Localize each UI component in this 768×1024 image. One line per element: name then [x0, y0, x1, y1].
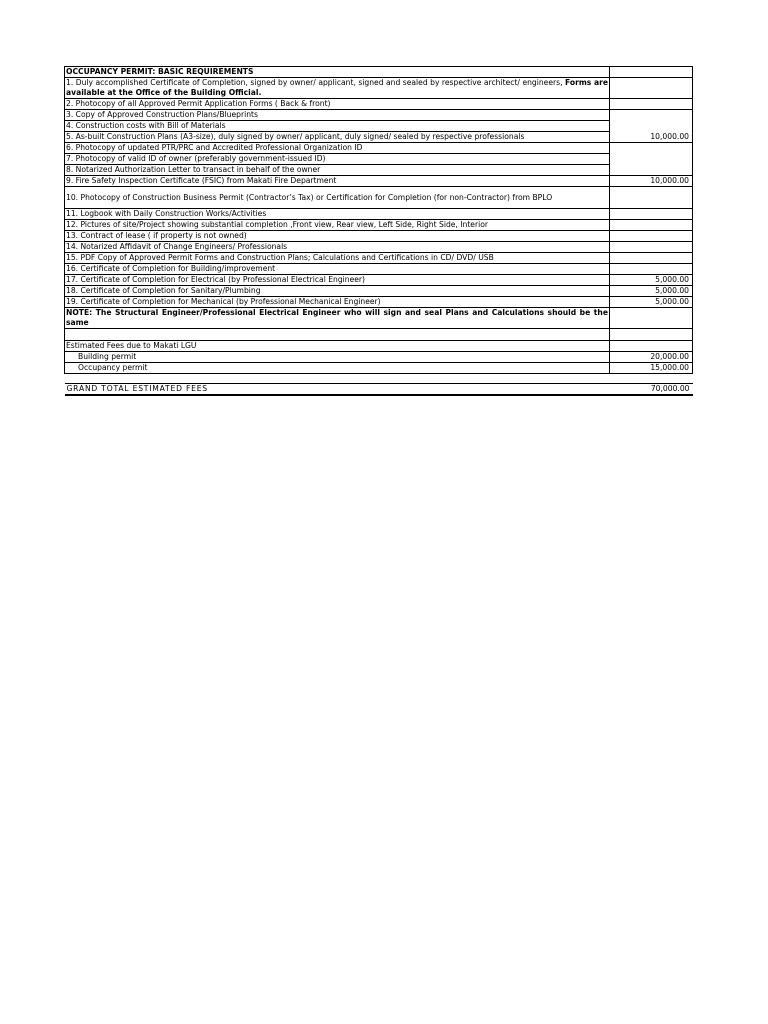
table-row [65, 132, 693, 143]
table-row [65, 352, 693, 363]
table-row [65, 176, 693, 187]
requirement-11: 11. Logbook with Daily Construction Works/Activities [65, 209, 610, 220]
amount-cell [610, 242, 693, 253]
grand-total-amount: 70,000.00 [610, 384, 693, 396]
occupancy-permit-amount: 15,000.00 [610, 363, 693, 374]
table-row [65, 143, 693, 154]
amount-cell [610, 209, 693, 220]
requirement-2: 2. Photocopy of all Approved Permit Application Forms ( Back & front) [65, 99, 610, 110]
note-text: NOTE: The Structural Engineer/Professional Electrical Engineer who will sign and seal Plans and Calculations should be the same [66, 308, 608, 327]
requirement-6: 6. Photocopy of updated PTR/PRC and Accredited Professional Organization ID [65, 143, 610, 154]
amount-cell [610, 329, 693, 341]
table-row [65, 78, 693, 99]
table-row [65, 308, 693, 329]
requirement-17-amount: 5,000.00 [610, 275, 693, 286]
requirement-18-amount: 5,000.00 [610, 286, 693, 297]
requirement-8: 8. Notarized Authorization Letter to transact in behalf of the owner [65, 165, 610, 176]
amount-cell [610, 264, 693, 275]
requirement-10: 10. Photocopy of Construction Business Permit (Contractor’s Tax) or Certification for Completion (for non-Contractor) from BPLO [65, 187, 610, 209]
requirements-table [64, 66, 693, 396]
table-row [65, 329, 693, 341]
requirement-16: 16. Certificate of Completion for Building/improvement [65, 264, 610, 275]
amount-cell [610, 187, 693, 209]
amount-cell [610, 253, 693, 264]
amount-cell [610, 341, 693, 352]
requirement-9: 9. Fire Safety Inspection Certificate (FSIC) from Makati Fire Department [65, 176, 610, 187]
occupancy-permit-label: Occupancy permit [65, 363, 610, 374]
building-permit-label: Building permit [65, 352, 610, 363]
grand-total-row [65, 384, 693, 396]
requirement-5: 5. As-built Construction Plans (A3-size), duly signed by owner/ applicant, duly signed/ sealed by respective professionals [65, 132, 610, 143]
requirement-5-amount: 10,000.00 [610, 110, 693, 143]
table-row [65, 253, 693, 264]
table-row [65, 231, 693, 242]
building-permit-amount: 20,000.00 [610, 352, 693, 363]
table-row [65, 154, 693, 165]
amount-cell [610, 143, 693, 176]
table-row [65, 341, 693, 352]
table-row [65, 67, 693, 78]
table-row [65, 264, 693, 275]
requirement-1-bold-note: Forms are available at the Office of the Building Official. [66, 78, 608, 97]
requirement-3: 3. Copy of Approved Construction Plans/Blueprints [65, 110, 610, 121]
spacer-cell [65, 374, 610, 384]
requirement-4: 4. Construction costs with Bill of Materials [65, 121, 610, 132]
table-row [65, 297, 693, 308]
requirement-19-amount: 5,000.00 [610, 297, 693, 308]
amount-cell [610, 308, 693, 329]
fees-header: Estimated Fees due to Makati LGU [65, 341, 610, 352]
table-row [65, 286, 693, 297]
requirement-15: 15. PDF Copy of Approved Permit Forms and Construction Plans; Calculations and Certifications in CD/ DVD/ USB [65, 253, 610, 264]
table-row [65, 220, 693, 231]
table-row [65, 275, 693, 286]
requirement-13: 13. Contract of lease ( if property is not owned) [65, 231, 610, 242]
table-row [65, 99, 693, 110]
table-row [65, 363, 693, 374]
table-row [65, 242, 693, 253]
requirement-19: 19. Certificate of Completion for Mechanical (by Professional Mechanical Engineer) [65, 297, 610, 308]
requirement-17: 17. Certificate of Completion for Electrical (by Professional Electrical Engineer) [65, 275, 610, 286]
amount-cell [610, 67, 693, 78]
table-row [65, 110, 693, 121]
amount-cell [610, 231, 693, 242]
requirement-1 [65, 78, 610, 99]
table-row [65, 209, 693, 220]
table-row [65, 165, 693, 176]
requirement-18: 18. Certificate of Completion for Sanitary/Plumbing [65, 286, 610, 297]
grand-total-label: GRAND TOTAL ESTIMATED FEES [65, 384, 610, 396]
requirement-14: 14. Notarized Affidavit of Change Engineers/ Professionals [65, 242, 610, 253]
spacer-cell [610, 374, 693, 384]
amount-cell [610, 78, 693, 99]
requirements-sheet [64, 66, 692, 396]
amount-cell [610, 220, 693, 231]
amount-cell [610, 99, 693, 110]
requirement-7: 7. Photocopy of valid ID of owner (preferably government-issued ID) [65, 154, 610, 165]
spacer-row [65, 374, 693, 384]
blank-row [65, 329, 610, 341]
table-row [65, 187, 693, 209]
requirement-12: 12. Pictures of site/Project showing substantial completion ,Front view, Rear view, Left Side, Right Side, Interior [65, 220, 610, 231]
sheet-title: OCCUPANCY PERMIT: BASIC REQUIREMENTS [65, 67, 610, 78]
requirement-9-amount: 10,000.00 [610, 176, 693, 187]
table-row [65, 121, 693, 132]
requirement-1-text: 1. Duly accomplished Certificate of Completion, signed by owner/ applicant, signed and sealed by respective architect/ engineers, [66, 78, 563, 87]
